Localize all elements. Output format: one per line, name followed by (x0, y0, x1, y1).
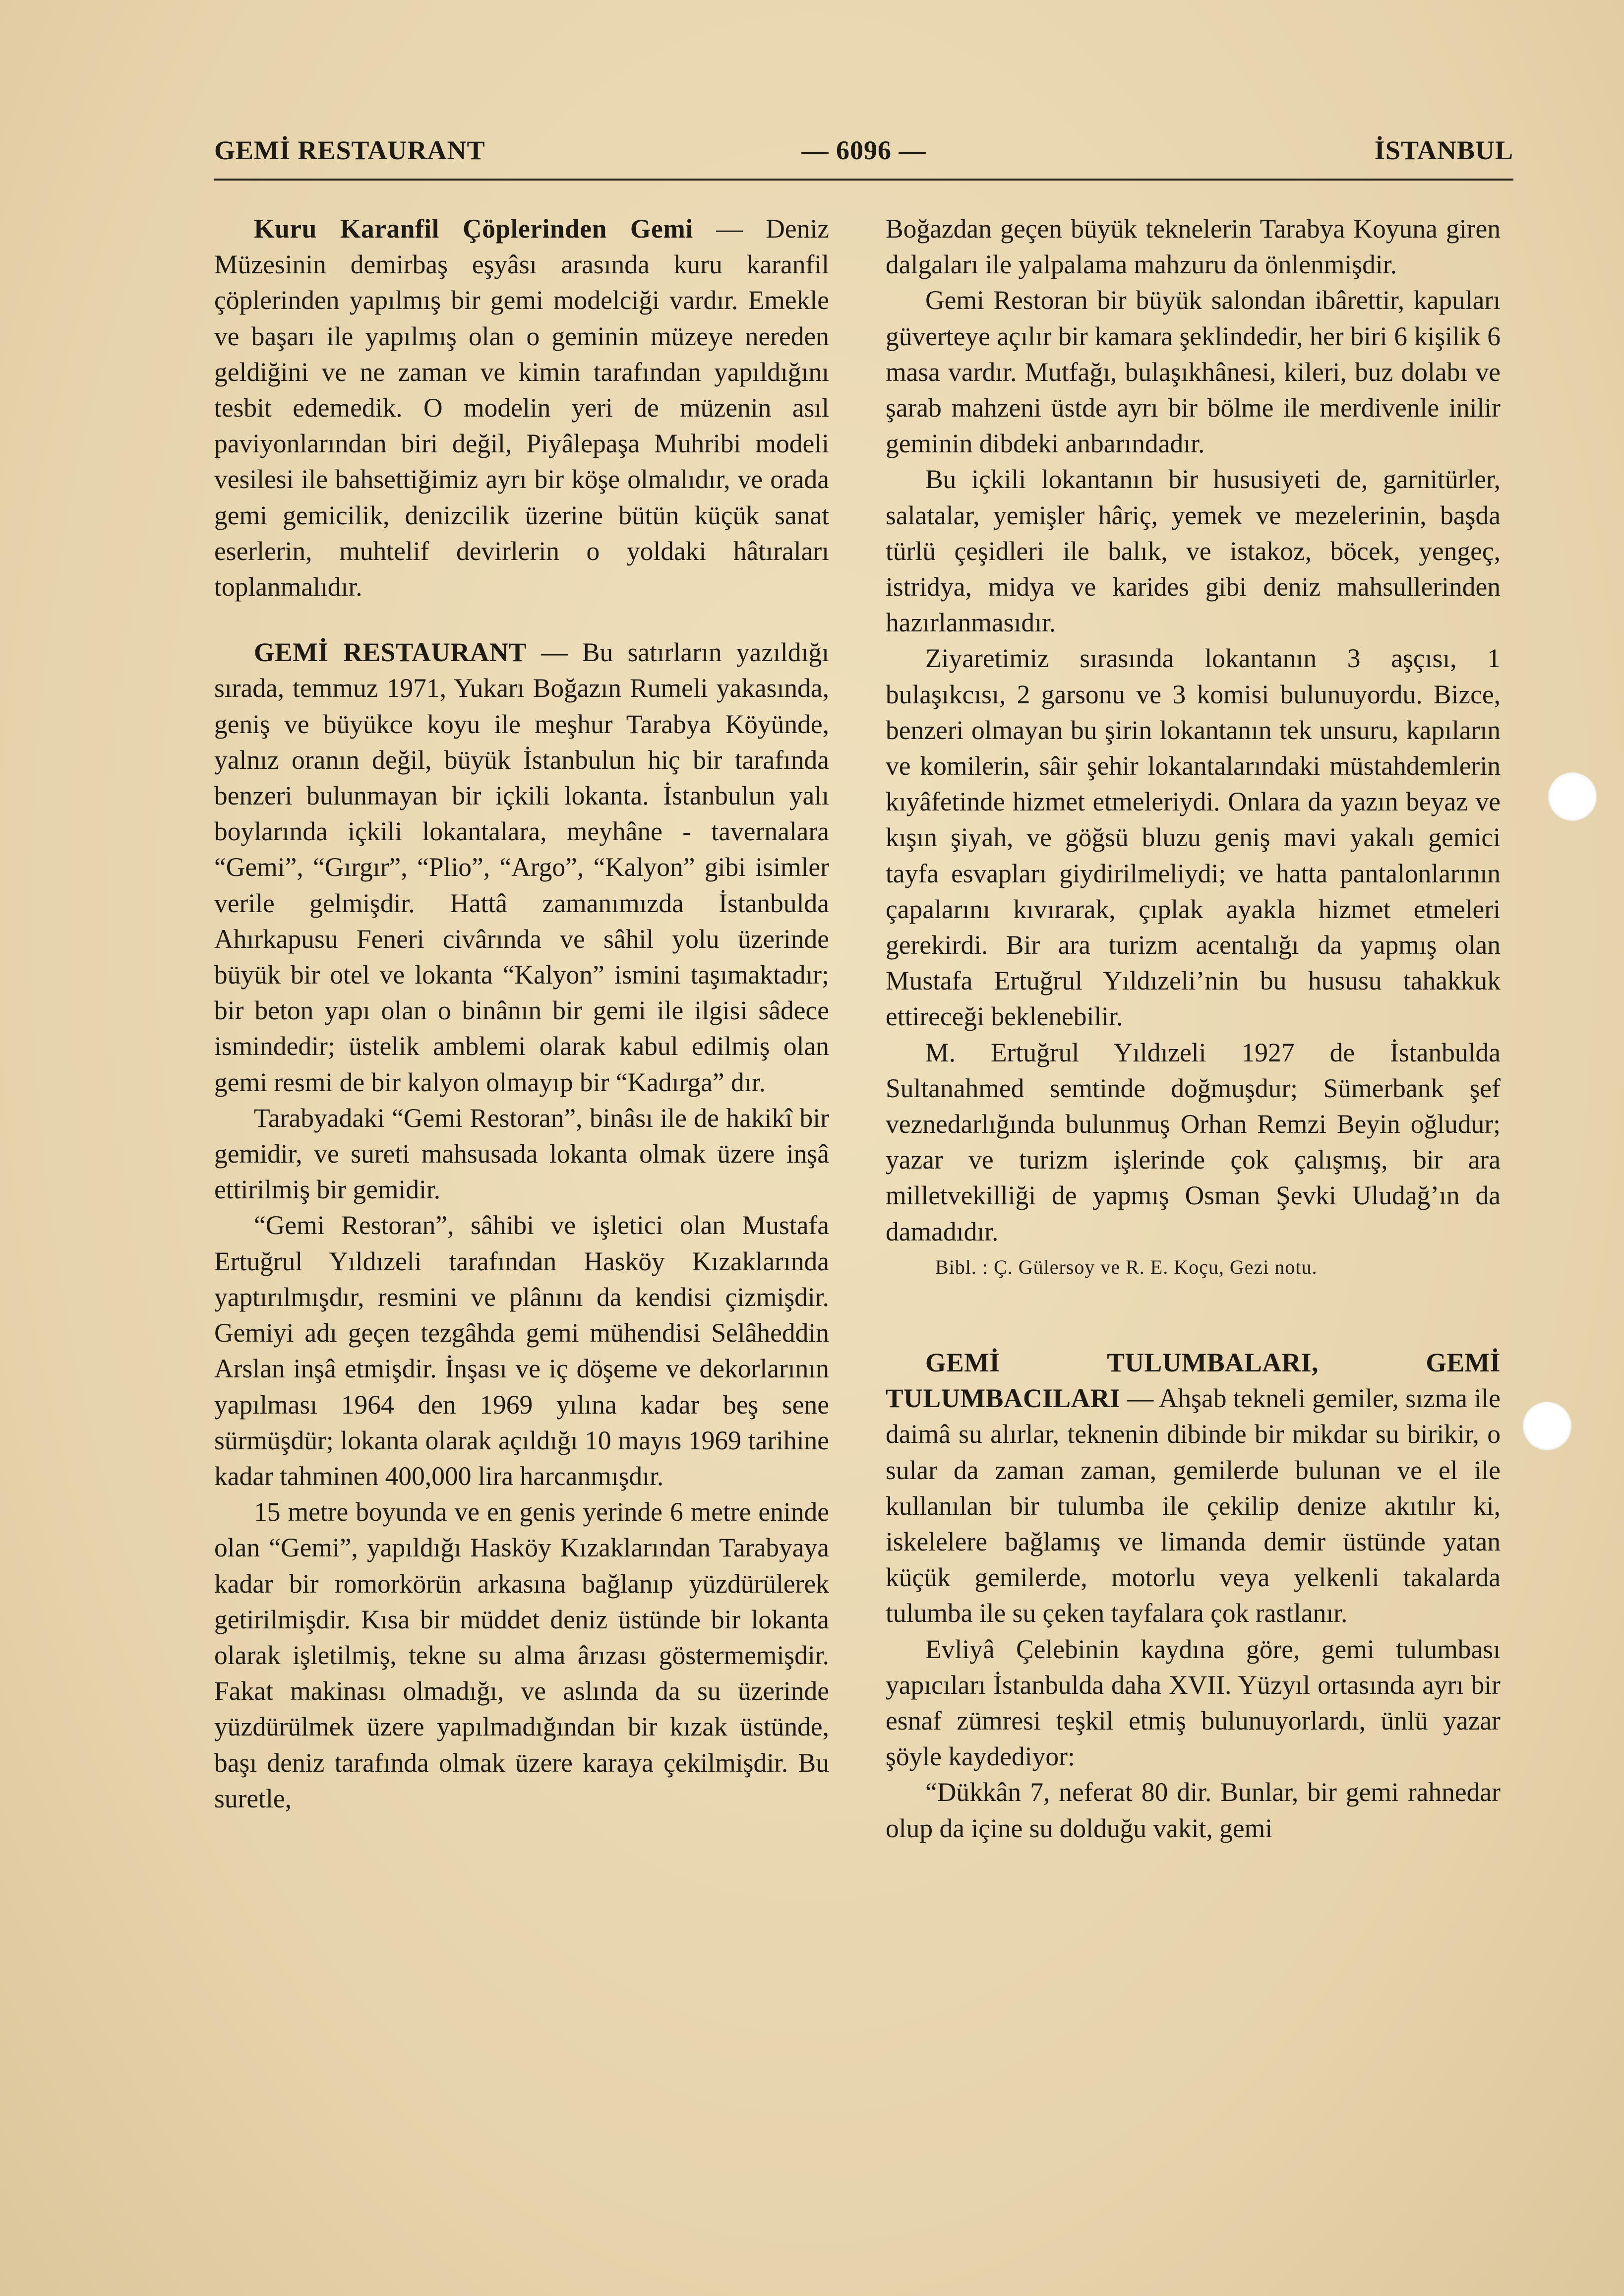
entry-text: — Bu satırların yazıldığı sırada, temmuz 1971, Yukarı Boğazın Rumeli yakasında, geniş ve büyükce koyu ile meşhur Tarabya Köyünde, yalnız oranın değil, büyük İstanbulun hiç bir tarafında benzeri bulunmayan bir içkili lokanta. İstanbulun yalı boylarında içkili lokantalara, meyhâne - tavernalara “Gemi”, “Gırgır”, “Plio”, “Argo”, “Kalyon” gibi isimler verile gelmişdir. Hattâ zamanımızda İstanbulda Ahırkapusu Feneri civârında ve sâhil yolu üzerinde büyük bir otel ve lokanta “Kalyon” ismini taşımaktadır; bir beton yapı olan o binânın bir gemi ile ilgisi sâdece ismindedir; üstelik amblemi olarak kabul edilmiş olan gemi resmi de bir kalyon olmayıp bir “Kadırga” dır. (214, 637, 829, 1097)
paragraph: Evliyâ Çelebinin kaydına göre, gemi tulumbası yapıcıları İstanbulda daha XVII. Yüzyıl ortasında ayrı bir esnaf zümresi teşkil etmiş bulunuyorlardı, ünlü yazar şöyle kaydediyor: (886, 1634, 1501, 1772)
page-number: — 6096 — (801, 135, 926, 165)
entry-heading: GEMİ TULUMBALARI, GEMİ TULUMBACILARI (886, 1347, 1501, 1414)
right-column (886, 211, 1501, 1846)
paragraph: 15 metre boyunda ve en genis yerinde 6 metre eninde olan “Gemi”, yapıldığı Hasköy Kızaklarından Tarabyaya kadar bir romorkörün arkasına bağlanıp yüzdürülerek getirilmişdir. Kısa bir müddet deniz üstünde bir lokanta olarak işletilmiş, tekne su alma ârızası göstermemişdir. Fakat makinası olmadığı, ve aslında da su üzerinde yüzdürülmek üzere yapılmadığından bir kızak üstünde, başı deniz tarafında olmak üzere karaya çekilmişdir. Bu suretle, (214, 1497, 829, 1813)
paragraph: Boğazdan geçen büyük teknelerin Tarabya Koyuna giren dalgaları ile yalpalama mahzuru da önlenmişdir. (886, 214, 1501, 280)
header-rule (214, 179, 1513, 181)
paragraph: M. Ertuğrul Yıldızeli 1927 de İstanbulda Sultanahmed semtinde doğmuşdur; Sümerbank şef veznedarlığında bulunmuş Orhan Remzi Beyin oğludur; yazar ve turizm işlerinde çok çalışmış, bir ara milletvekilliği de yapmış Osman Şevki Uludağ’ın da damadıdır. (886, 1037, 1501, 1246)
punch-hole-bottom (1523, 1402, 1571, 1450)
header-entry-title: GEMİ RESTAURANT (214, 135, 485, 165)
header-city: İSTANBUL (1374, 135, 1513, 165)
entry-gemi-restaurant (214, 634, 829, 1100)
entry-kuru-karanfil (214, 211, 829, 605)
paragraph: “Gemi Restoran”, sâhibi ve işletici olan Mustafa Ertuğrul Yıldızeli tarafından Hasköy Kızaklarında yaptırılmışdır, resmini ve plânını da kendisi çizmişdir. Gemiyi adı geçen tezgâhda gemi mühendisi Selâheddin Arslan inşâ etmişdir. İnşası ve iç döşeme ve dekorlarının yapılması 1964 den 1969 yılına kadar beş sene sürmüşdür; lokanta olarak açıldığı 10 mayıs 1969 tarihine kadar tahminen 400,000 lira harcanmışdır. (214, 1210, 829, 1491)
paragraph: Bu içkili lokantanın bir hususiyeti de, garnitürler, salatalar, yemişler hâriç, yemek ve mezelerinin, başda türlü çeşidleri ile balık, ve istakoz, böcek, yengeç, istridya, midya ve karides gibi deniz mahsullerinden hazırlanmasıdır. (886, 464, 1501, 638)
paragraph: Ziyaretimiz sırasında lokantanın 3 aşçısı, 1 bulaşıkcısı, 2 garsonu ve 3 komisi bulunuyordu. Bizce, benzeri olmayan bu şirin lokantanın tek unsuru, kapıların ve komilerin, sâir şehir lokantalarındaki müstahdemlerin kıyâfetinde hizmet etmeleriydi. Onlara da yazın beyaz ve kışın şiyah, ve göğsü bluzu geniş mavi yakalı gemici tayfa esvapları giydirilmeliydi; ve hatta pantalonlarının çapalarını kıvırarak, çıplak ayakla hizmet etmeleri gerekirdi. Bir ara turizm acentalığı da yapmış olan Mustafa Ertuğrul Yıldızeli’nin bu hususu tahakkuk ettireceği beklenebilir. (886, 643, 1501, 1032)
punch-hole-top (1548, 772, 1597, 821)
running-header (214, 135, 1513, 165)
entry-text: — Deniz Müzesinin demirbaş eşyâsı arasında kuru karanfil çöplerinden yapılmış bir gemi modelciği vardır. Emekle ve başarı ile yapılmış olan o geminin müzeye nereden geldiğini ve ne zaman ve kimin tarafından yapıldığını tesbit edemedik. O modelin yeri de müzenin asıl paviyonlarından biri değil, Piyâlepaşa Muhribi modeli vesilesi ile bahsettiğimiz ayrı bir köşe olmalıdır, ve orada gemi gemicilik, denizcilik üzerine bütün küçük sanat eserlerin, muhtelif devirlerin o yoldaki hâtıraları toplanmalıdır. (214, 214, 830, 602)
entry-text: — Ahşab tekneli gemiler, sızma ile daimâ su alırlar, teknenin dibinde bir mikdar su birikir, o sular da zaman zaman, gemilerde bulunan ve el ile kullanılan bir tulumba ile çekilip denize akıtılır ki, iskelelere bağlamış ve limanda demir üstünde yatan küçük gemilerde, motorlu veya yelkenli takalarda tulumba ile su çeken tayfalara çok rastlanır. (886, 1383, 1501, 1628)
entry-gemi-tulumbalari (886, 1345, 1501, 1631)
bibliography-note: Bibl. : Ç. Gülersoy ve R. E. Koçu, Gezi notu. (935, 1255, 1318, 1278)
entry-heading: GEMİ RESTAURANT (254, 637, 527, 668)
paragraph: Tarabyadaki “Gemi Restoran”, binâsı ile de hakikî bir gemidir, ve sureti mahsusada lokanta olmak üzere inşâ ettirilmiş bir gemidir. (214, 1103, 829, 1205)
left-column (214, 211, 829, 1816)
paragraph: Gemi Restoran bir büyük salondan ibârettir, kapuları güverteye açılır bir kamara şeklindedir, her biri 6 kişilik 6 masa vardır. Mutfağı, bulaşıkhânesi, kileri, buz dolabı ve şarab mahzeni üstde ayrı bir bölme ile merdivenle inilir geminin dibdeki anbarındadır. (886, 285, 1501, 459)
entry-heading: Kuru Karanfil Çöplerinden Gemi (254, 214, 693, 244)
quotation: “Dükkân 7, neferat 80 dir. Bunlar, bir gemi rahnedar olup da içine su dolduğu vakit, gemi (886, 1777, 1501, 1843)
